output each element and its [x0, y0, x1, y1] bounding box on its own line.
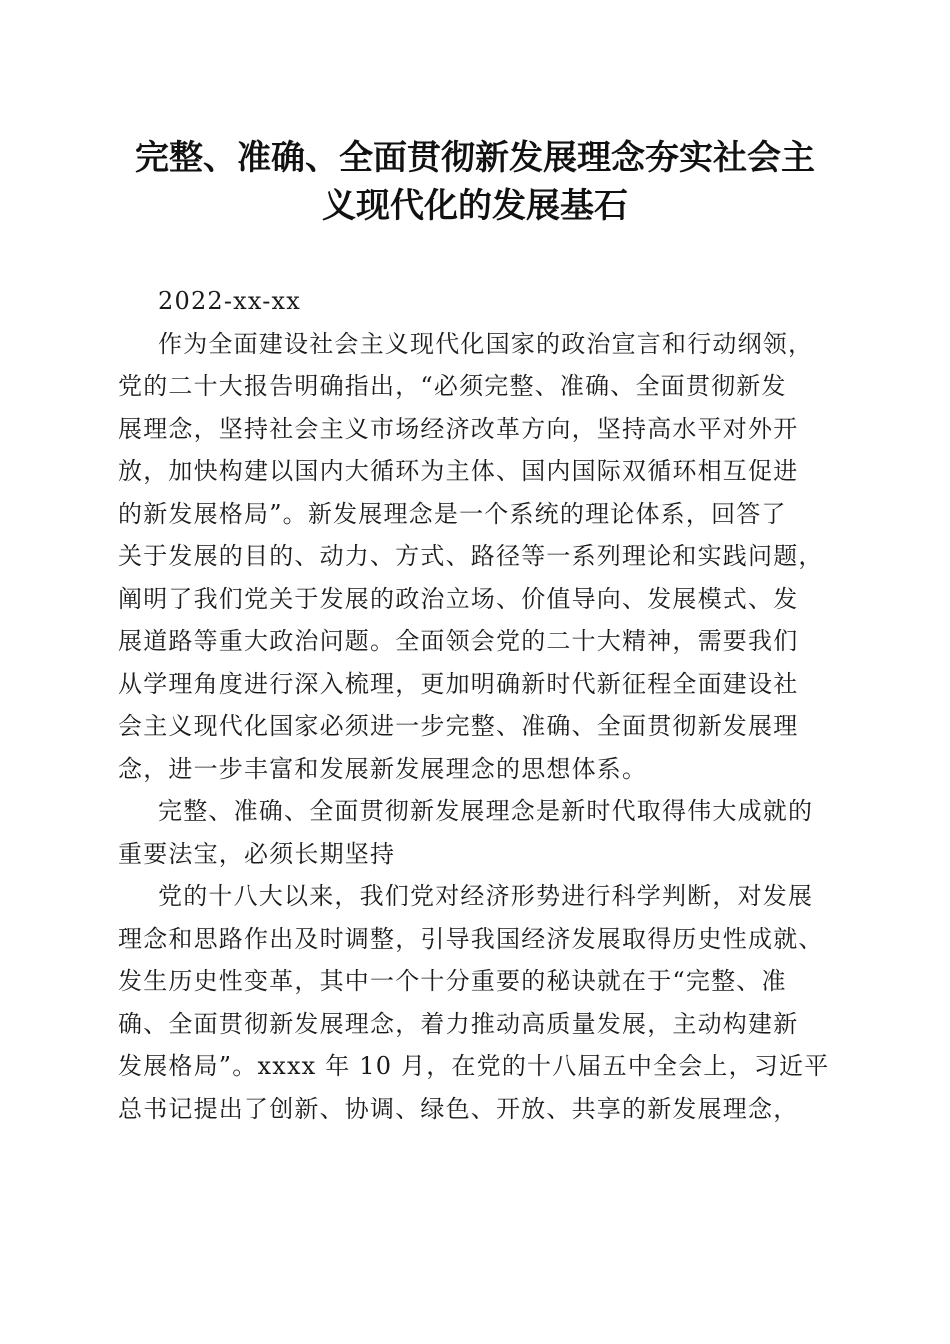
paragraph-3: [118, 875, 834, 1130]
heading-line: 完整、准确、全面贯彻新发展理念是新时代取得伟大成就的: [158, 797, 814, 825]
paragraph-line: 发展格局”。xxxx 年 10 月，在党的十八届五中全会上，习近平: [118, 1052, 830, 1080]
paragraph-1: [118, 323, 834, 791]
paragraph-line: 理念和思路作出及时调整，引导我国经济发展取得历史性成就、: [118, 924, 824, 953]
paragraph-line: 的新发展格局”。新发展理念是一个系统的理论体系，回答了: [118, 499, 787, 528]
paragraph-line: 作为全面建设社会主义现代化国家的政治宣言和行动纲领，: [158, 329, 814, 358]
heading-line: 重要法宝，必须长期坚持: [118, 839, 396, 868]
paragraph-line: 放，加快构建以国内大循环为主体、国内国际双循环相互促进: [118, 457, 799, 485]
paragraph-line: 党的二十大报告明确指出，“必须完整、准确、全面贯彻新发: [118, 372, 787, 400]
paragraph-line: 念，进一步丰富和发展新发展理念的思想体系。: [118, 754, 648, 783]
paragraph-line: 从学理角度进行深入梳理，更加明确新时代新征程全面建设社: [118, 669, 799, 698]
paragraph-line: 展道路等重大政治问题。全面领会党的二十大精神，需要我们: [118, 627, 799, 655]
paragraph-line: 会主义现代化国家必须进一步完整、准确、全面贯彻新发展理: [118, 712, 799, 740]
paragraph-line: 阐明了我们党关于发展的政治立场、价值导向、发展模式、发: [118, 584, 799, 613]
document-body: [118, 280, 834, 1130]
title-line: 义现代化的发展基石: [322, 186, 628, 226]
paragraph-line: 党的十八大以来，我们党对经济形势进行科学判断，对发展: [158, 882, 814, 910]
title-line: 完整、准确、全面贯彻新发展理念夯实社会主: [135, 138, 815, 178]
page-title: [110, 134, 840, 230]
section-heading: [118, 790, 834, 875]
paragraph-line: 发生历史性变革，其中一个十分重要的秘诀就在于“完整、准: [118, 967, 787, 995]
paragraph-line: 关于发展的目的、动力、方式、路径等一系列理论和实践问题，: [118, 542, 824, 570]
paragraph-line: 总书记提出了创新、协调、绿色、开放、共享的新发展理念，: [118, 1094, 799, 1123]
paragraph-line: 确、全面贯彻新发展理念，着力推动高质量发展，主动构建新: [118, 1009, 799, 1038]
document-date: 2022-xx-xx: [158, 287, 302, 315]
paragraph-line: 展理念，坚持社会主义市场经济改革方向，坚持高水平对外开: [118, 414, 799, 443]
